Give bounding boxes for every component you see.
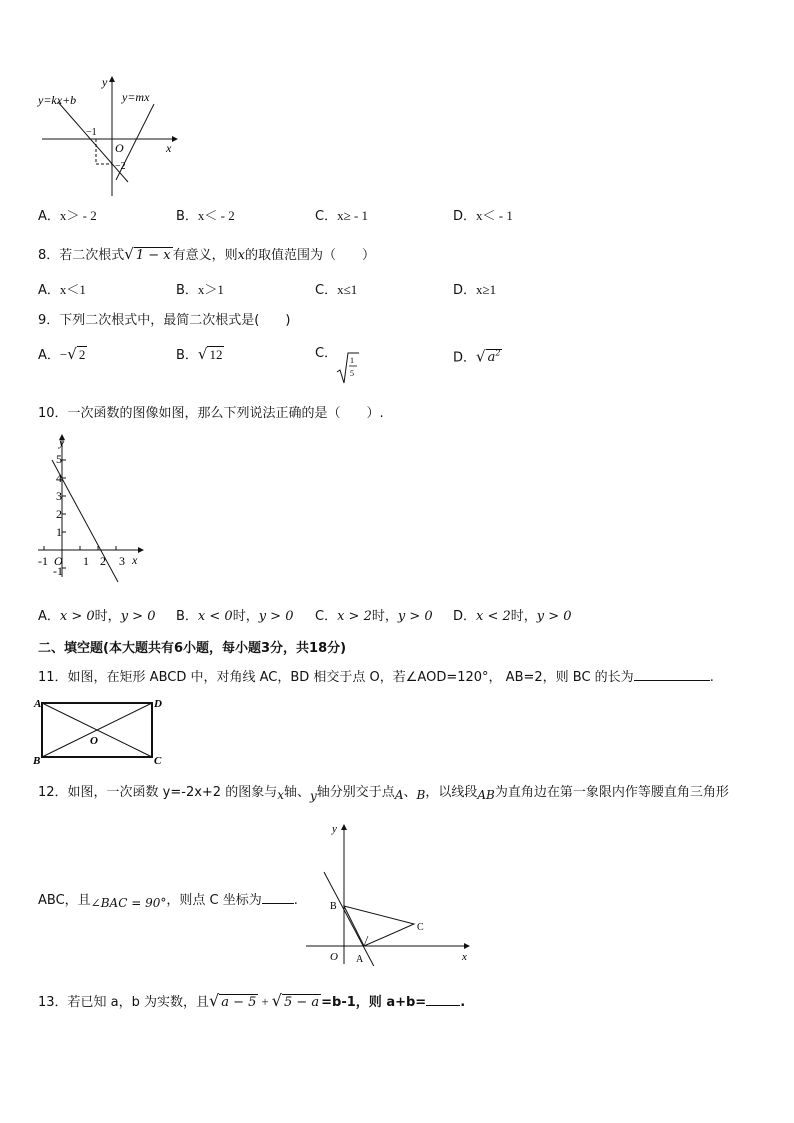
section-heading: 二、填空题(本大题共有6小题，每小题3分，共18分) [38,641,347,656]
q10-x-tick-3: 3 [119,554,125,568]
q12-ab: AB [477,788,495,802]
q10-option-c[interactable] [315,609,433,625]
q11-stem [38,668,714,686]
q10-x-tick-2: 2 [100,554,106,568]
option-letter: B． [176,209,198,224]
option-expr: x＜ - 1 [476,208,513,223]
q13-plus: + [261,994,269,1009]
q10-x-tick-1: 1 [83,554,89,568]
option-expr: x＜ - 2 [197,208,235,223]
q12-y: y [310,789,317,803]
q9-option-d[interactable] [453,346,502,366]
radical-sign: √ [67,345,77,363]
q11-label-d: D [154,698,162,710]
q13-end: . [460,995,466,1010]
q7-option-b[interactable] [176,208,235,225]
option-letter: B． [176,609,198,624]
q8-var: x [237,248,245,263]
q12-p2: 轴、 [284,785,311,800]
q13-stem [38,993,465,1011]
q12-end: . [293,893,298,908]
option-letter: D． [453,609,477,624]
option-letter: D． [453,209,477,224]
option-letter: B． [176,348,198,363]
q13-radicand-1: a − 5 [221,995,257,1010]
option-cond: x < 2 [476,609,511,624]
option-res: y > 0 [397,609,433,624]
q12-a: A [394,788,404,802]
q10-y-tick-5: 5 [56,452,62,466]
q12-x: x [277,788,284,802]
option-mid: 时， [94,609,121,624]
q9-option-c[interactable] [315,346,337,362]
option-letter: C． [315,283,338,298]
q9-c-sqrt-fraction [336,350,360,386]
q9-stem: 9．下列二次根式中，最简二次根式是( ) [38,313,291,328]
q9-option-b[interactable] [176,346,224,364]
q11-answer-blank[interactable] [634,668,710,681]
q9-c-den: 5 [350,369,354,378]
q12-graph [300,816,478,966]
option-letter: B． [176,283,198,298]
q10-option-d[interactable] [453,609,572,625]
q12-p1: 12．如图，一次函数 y=-2x+2 的图象与 [38,785,278,800]
q7-option-c[interactable] [315,208,368,225]
q12-p3: 轴分别交于点 [316,785,395,800]
q7-tick-x: −1 [86,127,97,138]
q10-y-tick-3: 3 [56,489,62,503]
q9-d-radicand: a [487,350,496,366]
q10-graph [36,432,148,584]
option-letter: C． [315,609,338,624]
q10-option-b[interactable] [176,609,293,625]
q12-answer-blank[interactable] [262,891,294,904]
q12-line2a: ABC，且 [38,893,91,908]
q7-line1-label: y=kx+b [38,93,77,107]
q11-rectangle-figure [32,693,164,765]
q12-p6: 为直角边在第一象限内作等腰直角三角形 [494,785,729,800]
q7-option-a[interactable] [38,208,97,225]
option-res: y > 0 [120,609,156,624]
q11-end: . [709,670,714,685]
radical-sign: √ [476,347,486,366]
radical-sign: √ [209,991,220,1010]
q9-d-sup: 2 [495,349,501,358]
q9-minus: − [59,347,68,362]
q8-option-b[interactable] [176,282,224,299]
q10-option-a[interactable] [38,609,155,625]
q8-option-c[interactable] [315,282,357,299]
q12-b: B [416,788,426,802]
q12-stem-line1 [38,784,729,801]
q7-line2-label: y=mx [122,90,150,104]
q8-suffix: 有意义，则 [172,248,238,263]
option-expr: x≤1 [337,282,358,297]
q12-label-c: C [417,922,424,933]
option-letter: A． [38,209,60,224]
q10-origin-label: O [54,554,63,568]
q8-sqrt: √ 1 − x [124,245,171,263]
q12-angle: ∠BAC = 90° [90,896,167,910]
q8-stem [38,246,375,264]
q8-prefix: 8．若二次根式 [38,248,125,263]
q7-tick-y: −2 [115,161,126,172]
q7-origin-label: O [115,141,124,155]
q10-y-tick-neg1: -1 [53,564,63,578]
q12-stem-line2 [38,891,298,909]
option-letter: C． [315,346,338,361]
q10-y-tick-4: 4 [56,471,62,485]
q7-option-d[interactable] [453,208,513,225]
option-mid: 时， [232,609,259,624]
option-cond: x > 2 [337,609,372,624]
q12-label-b: B [330,901,337,912]
q12-x-axis-label: x [462,951,467,963]
option-expr: x＞1 [197,282,224,297]
option-res: y > 0 [258,609,294,624]
option-expr: x≥ - 1 [337,208,369,223]
q12-y-axis-label: y [332,823,337,835]
q12-p4: 、 [403,785,417,800]
radical-sign: √ [197,345,208,363]
q12-line2b: ，则点 C 坐标为 [166,893,262,908]
q12-p5: ，以线段 [425,785,478,800]
q10-y-tick-2: 2 [56,507,62,521]
q8-suffix2: 的取值范围为（ ） [244,248,375,263]
q9-a-radicand: 2 [78,347,86,362]
option-letter: A． [38,609,60,624]
q11-text: 11．如图，在矩形 ABCD 中，对角线 AC，BD 相交于点 O，若∠AOD=120°， AB=2，则 BC 的长为 [38,670,634,685]
option-mid: 时， [371,609,398,624]
q8-option-d[interactable] [453,282,496,299]
q11-label-b: B [33,755,41,765]
option-cond: x > 0 [59,609,95,624]
option-letter: A． [38,283,60,298]
q9-b-radicand: 12 [209,347,223,362]
option-expr: x＞ - 2 [59,208,97,223]
option-letter: A． [38,348,60,363]
q7-x-axis-label: x [166,141,172,155]
option-letter: D． [453,283,477,298]
q10-stem: 10．一次函数的图像如图，那么下列说法正确的是（ ）. [38,406,384,421]
q12-origin-label: O [330,951,338,963]
q12-label-a: A [356,954,364,965]
q11-label-c: C [154,755,162,765]
q10-y-axis-label: y [59,435,65,449]
q13-radicand-2: 5 − a [283,995,320,1010]
q7-y-axis-label: y [102,75,108,89]
option-expr: x≥1 [476,282,497,297]
q10-x-axis-label: x [132,553,138,567]
q9-option-a[interactable] [38,346,87,364]
q12-triangle-abc [344,906,414,946]
q9-c-num: 1 [350,356,354,365]
option-mid: 时， [510,609,537,624]
q8-option-a[interactable] [38,282,86,299]
option-expr: x＜1 [59,282,86,297]
option-cond: x < 0 [197,609,233,624]
q7-graph [36,74,186,199]
option-res: y > 0 [536,609,572,624]
q11-label-o: O [90,735,98,747]
q13-p1: 13．若已知 a，b 为实数，且 [38,995,210,1010]
option-letter: D． [453,350,477,366]
q13-answer-blank[interactable] [426,993,460,1006]
q13-p2: =b-1，则 a+b= [321,995,427,1010]
q10-y-tick-1: 1 [56,525,62,539]
q10-x-tick-neg1: -1 [38,554,48,568]
q8-radicand: 1 − x [135,248,171,263]
q11-label-a: A [34,698,42,710]
option-letter: C． [315,209,338,224]
radical-sign: √ [271,991,282,1010]
